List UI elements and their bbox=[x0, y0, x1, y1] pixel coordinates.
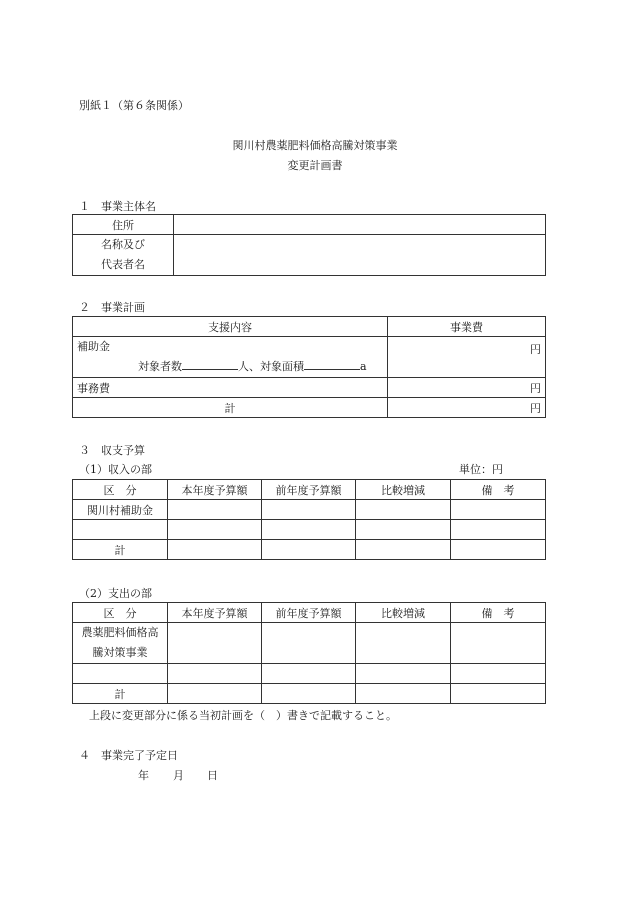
expense-table bbox=[72, 602, 546, 704]
income-cell[interactable] bbox=[451, 500, 546, 520]
income-cell[interactable] bbox=[356, 540, 451, 560]
income-header-last-year: 前年度予算額 bbox=[262, 480, 356, 500]
income-cell[interactable] bbox=[262, 500, 356, 520]
income-cell[interactable] bbox=[451, 540, 546, 560]
income-header-change: 比較増減 bbox=[356, 480, 451, 500]
instruction-note: 上段に変更部分に係る当初計画を（ ）書きで記載すること。 bbox=[89, 709, 397, 722]
expense-total-label: 計 bbox=[73, 684, 168, 704]
section4-heading: ４ 事業完了予定日 bbox=[79, 749, 178, 762]
expense-cell[interactable] bbox=[356, 623, 451, 664]
income-header-this-year: 本年度予算額 bbox=[168, 480, 262, 500]
plan-table bbox=[72, 316, 546, 418]
plan-total-field[interactable] bbox=[388, 398, 546, 418]
expense-row-line1: 農薬肥料価格高 bbox=[81, 626, 159, 639]
income-heading: （1）収入の部 bbox=[79, 463, 152, 476]
expense-header-change: 比較増減 bbox=[356, 603, 451, 623]
subsidy-yen: 円 bbox=[530, 343, 541, 356]
expense-header-last-year: 前年度予算額 bbox=[262, 603, 356, 623]
section3-heading: ３ 収支予算 bbox=[79, 444, 145, 457]
document-subtitle: 変更計画書 bbox=[287, 159, 343, 172]
section2-heading: ２ 事業計画 bbox=[79, 301, 145, 314]
income-total-label: 計 bbox=[73, 540, 168, 560]
income-cell[interactable] bbox=[73, 520, 168, 540]
year-label: 年 bbox=[138, 769, 149, 782]
name-label-line2: 代表者名 bbox=[101, 258, 145, 271]
expense-cell[interactable] bbox=[451, 684, 546, 704]
plan-header-cost: 事業費 bbox=[388, 317, 546, 337]
income-cell[interactable] bbox=[262, 540, 356, 560]
representative-field[interactable] bbox=[174, 235, 546, 276]
total-yen: 円 bbox=[530, 401, 541, 415]
expense-cell[interactable] bbox=[73, 664, 168, 684]
day-label: 日 bbox=[207, 769, 218, 782]
income-header-remarks: 備 考 bbox=[451, 480, 546, 500]
expense-cell[interactable] bbox=[168, 623, 262, 664]
expense-header-category: 区 分 bbox=[73, 603, 168, 623]
address-field[interactable] bbox=[174, 215, 546, 235]
expense-header-remarks: 備 考 bbox=[451, 603, 546, 623]
entity-table bbox=[72, 214, 546, 276]
target-count-label: 対象者数 bbox=[138, 360, 182, 373]
area-unit: a bbox=[360, 360, 367, 373]
target-area-label: 人、対象面積 bbox=[238, 360, 304, 373]
income-table bbox=[72, 479, 546, 560]
expense-cell[interactable] bbox=[451, 623, 546, 664]
subsidy-cell bbox=[73, 337, 388, 378]
plan-total-label: 計 bbox=[73, 398, 388, 418]
expense-cell[interactable] bbox=[356, 684, 451, 704]
plan-header-content: 支援内容 bbox=[73, 317, 388, 337]
unit-label: 単位：円 bbox=[459, 463, 503, 476]
expense-cell[interactable] bbox=[451, 664, 546, 684]
expense-header-this-year: 本年度予算額 bbox=[168, 603, 262, 623]
income-header-category: 区 分 bbox=[73, 480, 168, 500]
expense-cell[interactable] bbox=[168, 684, 262, 704]
subsidy-label: 補助金 bbox=[77, 340, 110, 353]
income-cell[interactable] bbox=[168, 520, 262, 540]
month-label: 月 bbox=[173, 769, 184, 782]
representative-label bbox=[73, 235, 174, 276]
expense-cell[interactable] bbox=[262, 664, 356, 684]
admin-cost-field[interactable] bbox=[388, 378, 546, 398]
subsidy-cost-field[interactable] bbox=[388, 337, 546, 378]
address-label: 住所 bbox=[73, 215, 174, 235]
expense-row-line2: 騰対策事業 bbox=[92, 646, 148, 659]
income-cell[interactable] bbox=[451, 520, 546, 540]
expense-cell[interactable] bbox=[262, 684, 356, 704]
document-title: 関川村農薬肥料価格高騰対策事業 bbox=[232, 139, 398, 152]
admin-yen: 円 bbox=[530, 381, 541, 395]
admin-cost-label: 事務費 bbox=[73, 378, 388, 398]
income-cell[interactable] bbox=[262, 520, 356, 540]
expense-row-label bbox=[73, 623, 168, 664]
target-count-blank[interactable] bbox=[182, 358, 238, 370]
income-cell[interactable] bbox=[356, 520, 451, 540]
section1-heading: １ 事業主体名 bbox=[79, 200, 156, 213]
attachment-label: 別紙１（第６条関係） bbox=[79, 99, 189, 112]
income-row-label: 関川村補助金 bbox=[73, 500, 168, 520]
name-label-line1: 名称及び bbox=[101, 238, 145, 251]
expense-cell[interactable] bbox=[168, 664, 262, 684]
expense-heading: （2）支出の部 bbox=[79, 587, 152, 600]
income-cell[interactable] bbox=[356, 500, 451, 520]
income-cell[interactable] bbox=[168, 540, 262, 560]
income-cell[interactable] bbox=[168, 500, 262, 520]
expense-cell[interactable] bbox=[262, 623, 356, 664]
expense-cell[interactable] bbox=[356, 664, 451, 684]
target-area-blank[interactable] bbox=[304, 358, 360, 370]
